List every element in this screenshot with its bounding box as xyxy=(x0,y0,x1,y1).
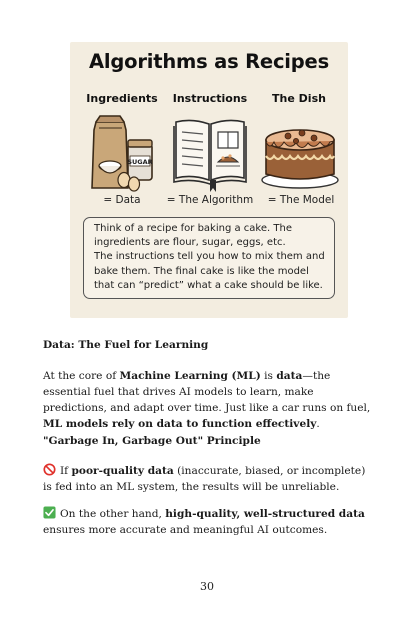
recipe-illustration xyxy=(70,42,348,318)
note-line: ingredients are flour, sugar, eggs, etc. xyxy=(94,237,286,249)
page-number: 30 xyxy=(200,580,214,593)
dish-equals-label: = The Model xyxy=(267,194,335,206)
analogy-note-box xyxy=(83,217,335,299)
recipe-book-icon xyxy=(170,108,250,192)
dish-heading: The Dish xyxy=(272,92,326,105)
principle-heading: "Garbage In, Garbage Out" Principle xyxy=(43,435,261,447)
paragraph-poor-quality: If poor-quality data (inaccurate, biased, or incomplete) is fed into an ML system, the results will be unreliable. xyxy=(43,465,366,493)
bold-term: high-quality, well-structured data xyxy=(165,508,365,520)
note-line: The instructions tell you how to mix them and xyxy=(94,251,325,263)
bold-term: Machine Learning (ML) xyxy=(119,370,261,382)
prohibited-icon xyxy=(43,463,56,476)
sugar-jar-label: SUGAR xyxy=(127,158,153,166)
figure-title: Algorithms as Recipes xyxy=(89,50,329,73)
section-heading: Data: The Fuel for Learning xyxy=(43,339,209,351)
instructions-heading: Instructions xyxy=(172,92,248,105)
paragraph-data-fuel: At the core of Machine Learning (ML) is data—the essential fuel that drives AI models to learn, make predictions, and adapt over time. Just like a car runs on fuel, ML models rely on data to function effectively. xyxy=(43,370,371,430)
ingredients-icon xyxy=(86,108,164,192)
paragraph-high-quality: On the other hand, high-quality, well-structured data ensures more accurate and meaningful AI outcomes. xyxy=(43,508,365,536)
note-line: Think of a recipe for baking a cake. The xyxy=(94,223,292,234)
ingredients-heading: Ingredients xyxy=(86,92,158,105)
bold-term: ML models rely on data to function effectively xyxy=(43,418,317,430)
bold-term: data xyxy=(276,370,303,382)
instructions-equals-label: = The Algorithm xyxy=(166,194,254,206)
ingredients-equals-label: = Data xyxy=(103,194,141,206)
cake-icon xyxy=(260,108,340,192)
note-line: bake them. The final cake is like the model xyxy=(94,265,309,277)
note-line: that can “predict” what a cake should be like. xyxy=(94,279,323,291)
bold-term: poor-quality data xyxy=(71,465,174,477)
check-mark-icon xyxy=(43,506,56,519)
